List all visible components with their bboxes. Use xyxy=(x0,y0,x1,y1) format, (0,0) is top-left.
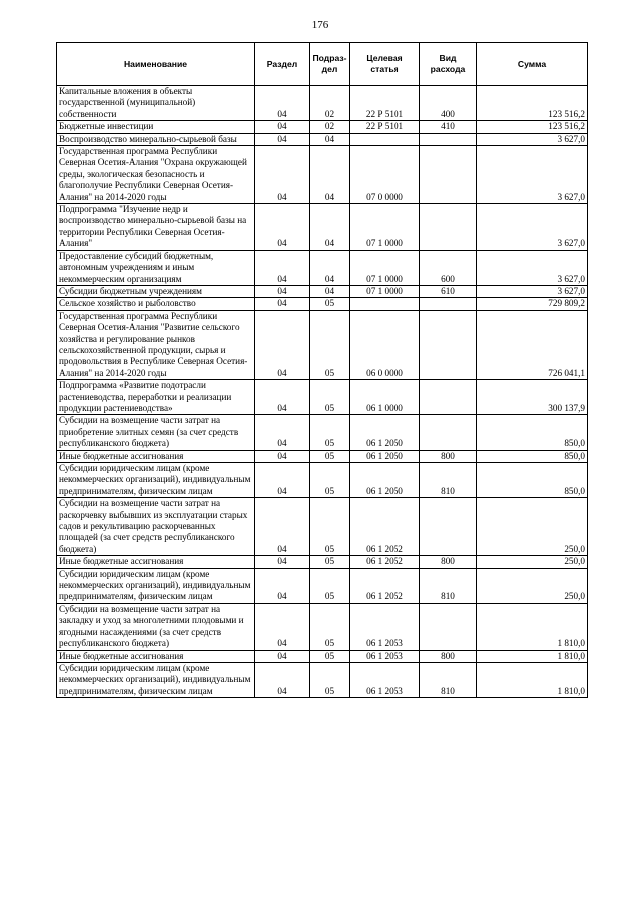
row-name: Субсидии на возмещение части затрат на раскорчевку выбывших из эксплуатации старых садов и рекультивацию раскорчеванных площадей (за счет средств республиканского бюджета) xyxy=(57,498,255,556)
table-row xyxy=(57,603,588,650)
row-item: 06 0 0000 xyxy=(350,310,420,379)
row-item: 06 1 2053 xyxy=(350,650,420,662)
row-item: 22 Р 5101 xyxy=(350,86,420,121)
row-amount: 3 627,0 xyxy=(477,133,588,145)
row-expense-type xyxy=(420,380,477,415)
row-amount: 250,0 xyxy=(477,498,588,556)
row-subsection: 05 xyxy=(310,298,350,310)
row-amount: 1 810,0 xyxy=(477,650,588,662)
row-item: 06 1 2050 xyxy=(350,463,420,498)
row-amount: 1 810,0 xyxy=(477,603,588,650)
row-amount: 123 516,2 xyxy=(477,86,588,121)
header-item: Целевая статья xyxy=(350,43,420,86)
row-subsection: 04 xyxy=(310,146,350,204)
row-expense-type: 800 xyxy=(420,556,477,568)
row-subsection: 05 xyxy=(310,380,350,415)
row-amount: 3 627,0 xyxy=(477,285,588,297)
row-expense-type: 600 xyxy=(420,250,477,285)
row-amount: 250,0 xyxy=(477,568,588,603)
row-subsection: 05 xyxy=(310,310,350,379)
row-expense-type xyxy=(420,603,477,650)
row-amount: 250,0 xyxy=(477,556,588,568)
header-row xyxy=(57,43,588,86)
row-expense-type xyxy=(420,310,477,379)
row-name: Субсидии юридическим лицам (кроме некоммерческих организаций), индивидуальным предпринимателям, физическим лицам xyxy=(57,662,255,697)
row-item: 06 1 0000 xyxy=(350,380,420,415)
row-expense-type xyxy=(420,204,477,251)
row-subsection: 05 xyxy=(310,650,350,662)
row-section: 04 xyxy=(255,298,310,310)
row-subsection: 05 xyxy=(310,498,350,556)
table-row xyxy=(57,380,588,415)
row-section: 04 xyxy=(255,662,310,697)
row-item: 06 1 2052 xyxy=(350,556,420,568)
row-subsection: 02 xyxy=(310,86,350,121)
row-amount: 3 627,0 xyxy=(477,146,588,204)
row-amount: 850,0 xyxy=(477,450,588,462)
row-item: 06 1 2053 xyxy=(350,662,420,697)
row-item: 06 1 2050 xyxy=(350,450,420,462)
row-section: 04 xyxy=(255,250,310,285)
table-row xyxy=(57,86,588,121)
row-expense-type: 400 xyxy=(420,86,477,121)
row-expense-type xyxy=(420,133,477,145)
row-section: 04 xyxy=(255,463,310,498)
row-name: Иные бюджетные ассигнования xyxy=(57,650,255,662)
row-name: Сельское хозяйство и рыболовство xyxy=(57,298,255,310)
row-section: 04 xyxy=(255,146,310,204)
row-amount: 3 627,0 xyxy=(477,250,588,285)
row-amount: 1 810,0 xyxy=(477,662,588,697)
table-row xyxy=(57,146,588,204)
row-item: 22 Р 5101 xyxy=(350,121,420,133)
row-subsection: 05 xyxy=(310,556,350,568)
row-section: 04 xyxy=(255,204,310,251)
row-section: 04 xyxy=(255,285,310,297)
table-row xyxy=(57,298,588,310)
row-name: Субсидии юридическим лицам (кроме некоммерческих организаций), индивидуальным предпринимателям, физическим лицам xyxy=(57,568,255,603)
row-expense-type: 810 xyxy=(420,662,477,697)
table-row xyxy=(57,204,588,251)
table-row xyxy=(57,415,588,450)
table-row xyxy=(57,250,588,285)
row-amount: 726 041,1 xyxy=(477,310,588,379)
row-expense-type: 410 xyxy=(420,121,477,133)
row-amount: 850,0 xyxy=(477,463,588,498)
page-number: 176 xyxy=(311,19,329,31)
row-name: Воспроизводство минерально-сырьевой базы xyxy=(57,133,255,145)
row-subsection: 04 xyxy=(310,133,350,145)
table-row xyxy=(57,285,588,297)
table-row xyxy=(57,568,588,603)
table-row xyxy=(57,463,588,498)
header-amount: Сумма xyxy=(477,43,588,86)
row-item: 07 1 0000 xyxy=(350,250,420,285)
row-name: Бюджетные инвестиции xyxy=(57,121,255,133)
row-expense-type xyxy=(420,415,477,450)
header-section: Раздел xyxy=(255,43,310,86)
row-section: 04 xyxy=(255,380,310,415)
row-name: Субсидии на возмещение части затрат на закладку и уход за многолетними плодовыми и ягодными насаждениями (за счет средств республиканского бюджета) xyxy=(57,603,255,650)
row-section: 04 xyxy=(255,121,310,133)
row-section: 04 xyxy=(255,498,310,556)
table-row xyxy=(57,650,588,662)
row-item xyxy=(350,133,420,145)
row-name: Субсидии на возмещение части затрат на приобретение элитных семян (за счет средств республиканского бюджета) xyxy=(57,415,255,450)
row-subsection: 04 xyxy=(310,285,350,297)
row-subsection: 05 xyxy=(310,603,350,650)
row-section: 04 xyxy=(255,568,310,603)
table-row xyxy=(57,450,588,462)
row-item: 07 1 0000 xyxy=(350,285,420,297)
row-name: Государственная программа Республики Северная Осетия-Алания "Охрана окружающей среды, экологическая безопасность и благополучие Республики Северная Осетия-Алания" на 2014-2020 годы xyxy=(57,146,255,204)
row-name: Иные бюджетные ассигнования xyxy=(57,556,255,568)
table-row xyxy=(57,556,588,568)
row-name: Капитальные вложения в объекты государственной (муниципальной) собственности xyxy=(57,86,255,121)
table-row xyxy=(57,310,588,379)
row-expense-type xyxy=(420,298,477,310)
row-name: Государственная программа Республики Северная Осетия-Алания "Развитие сельского хозяйства и регулирование рынков сельскохозяйственной продукции, сырья и продовольствия в Республике Северная Осетия-Алания" на 2014-2020 годы xyxy=(57,310,255,379)
row-section: 04 xyxy=(255,415,310,450)
row-item: 07 0 0000 xyxy=(350,146,420,204)
row-section: 04 xyxy=(255,556,310,568)
row-item: 06 1 2050 xyxy=(350,415,420,450)
table-row xyxy=(57,498,588,556)
row-amount: 850,0 xyxy=(477,415,588,450)
row-item: 06 1 2052 xyxy=(350,568,420,603)
header-subsection: Подраз-дел xyxy=(310,43,350,86)
budget-table xyxy=(56,42,588,698)
row-subsection: 05 xyxy=(310,450,350,462)
table-row xyxy=(57,121,588,133)
row-subsection: 04 xyxy=(310,250,350,285)
row-amount: 3 627,0 xyxy=(477,204,588,251)
row-amount: 123 516,2 xyxy=(477,121,588,133)
row-section: 04 xyxy=(255,133,310,145)
header-expense-type: Вид расхода xyxy=(420,43,477,86)
row-expense-type xyxy=(420,146,477,204)
row-subsection: 04 xyxy=(310,204,350,251)
row-expense-type: 800 xyxy=(420,450,477,462)
row-section: 04 xyxy=(255,450,310,462)
row-name: Подпрограмма "Изучение недр и воспроизводство минерально-сырьевой базы на территории Республики Северная Осетия-Алания" xyxy=(57,204,255,251)
row-amount: 300 137,9 xyxy=(477,380,588,415)
row-expense-type: 800 xyxy=(420,650,477,662)
row-item xyxy=(350,298,420,310)
row-section: 04 xyxy=(255,603,310,650)
row-name: Субсидии бюджетным учреждениям xyxy=(57,285,255,297)
row-section: 04 xyxy=(255,310,310,379)
row-item: 06 1 2052 xyxy=(350,498,420,556)
row-subsection: 05 xyxy=(310,662,350,697)
row-subsection: 05 xyxy=(310,463,350,498)
row-expense-type: 810 xyxy=(420,463,477,498)
row-expense-type xyxy=(420,498,477,556)
row-name: Субсидии юридическим лицам (кроме некоммерческих организаций), индивидуальным предпринимателям, физическим лицам xyxy=(57,463,255,498)
row-section: 04 xyxy=(255,650,310,662)
row-section: 04 xyxy=(255,86,310,121)
table-row xyxy=(57,662,588,697)
header-name: Наименование xyxy=(57,43,255,86)
row-name: Предоставление субсидий бюджетным, автономным учреждениям и иным некоммерческим организациям xyxy=(57,250,255,285)
row-subsection: 02 xyxy=(310,121,350,133)
row-subsection: 05 xyxy=(310,415,350,450)
row-expense-type: 610 xyxy=(420,285,477,297)
table-row xyxy=(57,133,588,145)
row-name: Подпрограмма «Развитие подотрасли растениеводства, переработки и реализации продукции растениеводства» xyxy=(57,380,255,415)
row-subsection: 05 xyxy=(310,568,350,603)
row-amount: 729 809,2 xyxy=(477,298,588,310)
row-expense-type: 810 xyxy=(420,568,477,603)
row-item: 07 1 0000 xyxy=(350,204,420,251)
row-name: Иные бюджетные ассигнования xyxy=(57,450,255,462)
row-item: 06 1 2053 xyxy=(350,603,420,650)
